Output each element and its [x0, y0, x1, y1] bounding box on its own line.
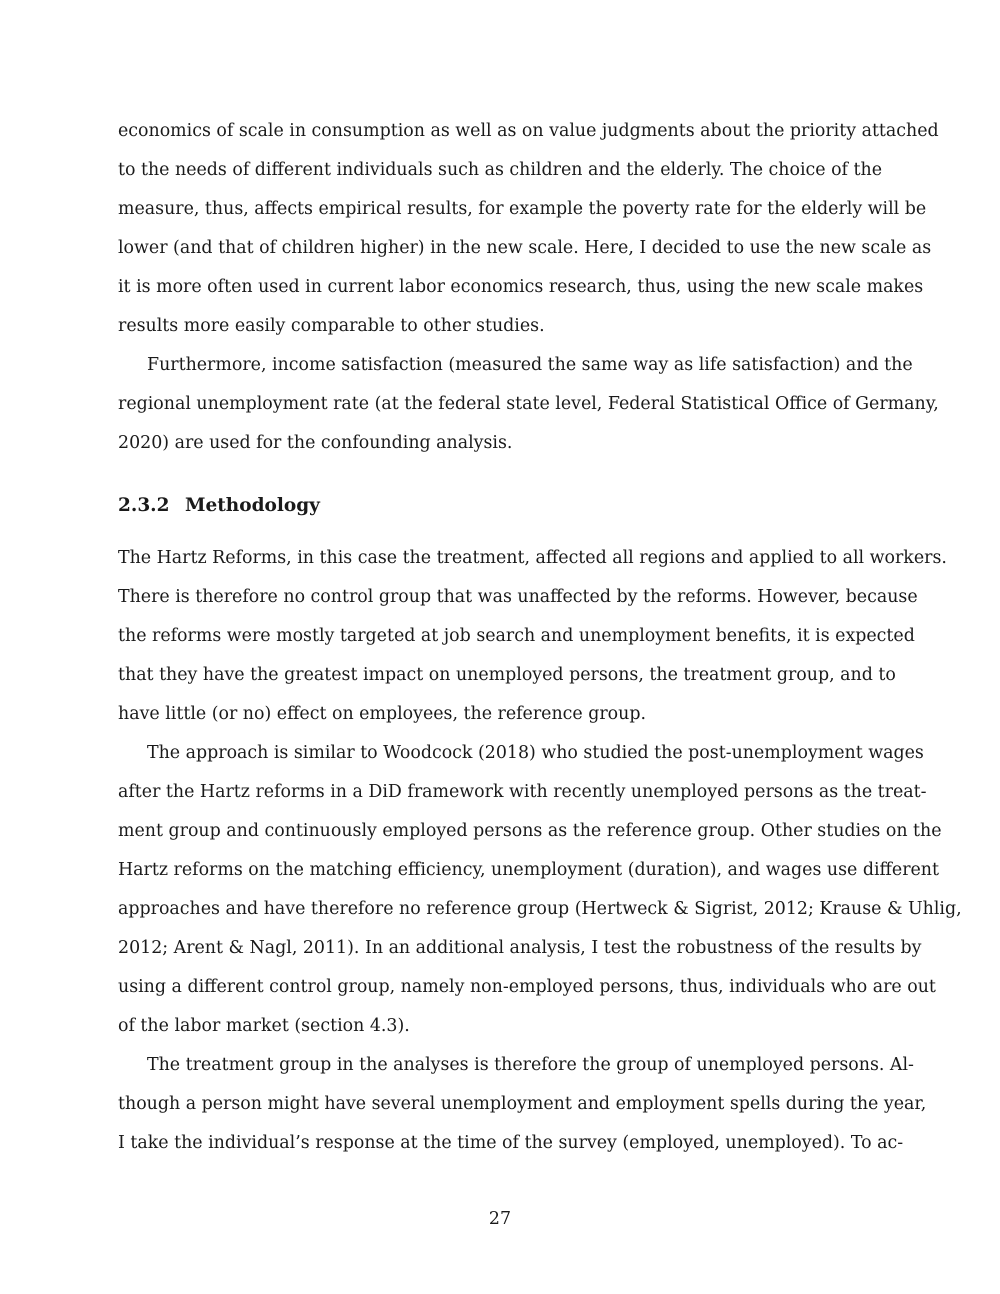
section-heading [118, 493, 882, 519]
text-line: using a different control group, namely non-employed persons, thus, individuals who are out [118, 977, 936, 997]
text-line: The treatment group in the analyses is therefore the group of unemployed persons. Al- [147, 1055, 914, 1075]
text-line: have little (or no) effect on employees, the reference group. [118, 704, 646, 724]
section-title: Methodology [185, 495, 320, 516]
text-line: The Hartz Reforms, in this case the treatment, affected all regions and applied to all workers. [118, 548, 947, 568]
paragraph [118, 112, 939, 346]
text-line: of the labor market (section 4.3). [118, 1016, 410, 1036]
text-line: that they have the greatest impact on unemployed persons, the treatment group, and to [118, 665, 896, 685]
text-line: ment group and continuously employed persons as the reference group. Other studies on the [118, 821, 942, 841]
text-line: regional unemployment rate (at the federal state level, Federal Statistical Office of Germany, [118, 394, 939, 414]
text-line: approaches and have therefore no reference group (Hertweck & Sigrist, 2012; Krause & Uhlig, [118, 899, 962, 919]
text-line: to the needs of different individuals such as children and the elderly. The choice of the [118, 160, 882, 180]
text-line: measure, thus, affects empirical results, for example the poverty rate for the elderly will be [118, 199, 927, 219]
paragraph [118, 346, 939, 463]
paragraph [118, 1046, 927, 1163]
text-line: though a person might have several unemployment and employment spells during the year, [118, 1094, 927, 1114]
text-line: The approach is similar to Woodcock (2018) who studied the post-unemployment wages [147, 743, 924, 763]
text-line: Furthermore, income satisfaction (measured the same way as life satisfaction) and the [147, 355, 913, 375]
text-line: 2020) are used for the confounding analysis. [118, 433, 513, 453]
text-line: There is therefore no control group that was unaffected by the reforms. However, because [118, 587, 918, 607]
text-line: the reforms were mostly targeted at job search and unemployment benefits, it is expected [118, 626, 915, 646]
paragraph [118, 734, 962, 1046]
text-line: results more easily comparable to other studies. [118, 316, 545, 336]
text-line: after the Hartz reforms in a DiD framework with recently unemployed persons as the treat- [118, 782, 927, 802]
text-line: lower (and that of children higher) in the new scale. Here, I decided to use the new scale as [118, 238, 932, 258]
top-paragraphs [118, 112, 939, 463]
page-body [118, 112, 962, 1163]
page-number: 27 [488, 1209, 512, 1229]
text-line: it is more often used in current labor economics research, thus, using the new scale makes [118, 277, 924, 297]
paragraph [118, 539, 947, 734]
text-line: economics of scale in consumption as well as on value judgments about the priority attached [118, 121, 939, 141]
section-number: 2.3.2 [118, 495, 170, 516]
text-line: 2012; Arent & Nagl, 2011). In an additional analysis, I test the robustness of the results by [118, 938, 922, 958]
text-line: Hartz reforms on the matching efficiency, unemployment (duration), and wages use different [118, 860, 939, 880]
text-line: I take the individual’s response at the time of the survey (employed, unemployed). To ac- [118, 1133, 904, 1153]
bottom-paragraphs [118, 539, 962, 1163]
